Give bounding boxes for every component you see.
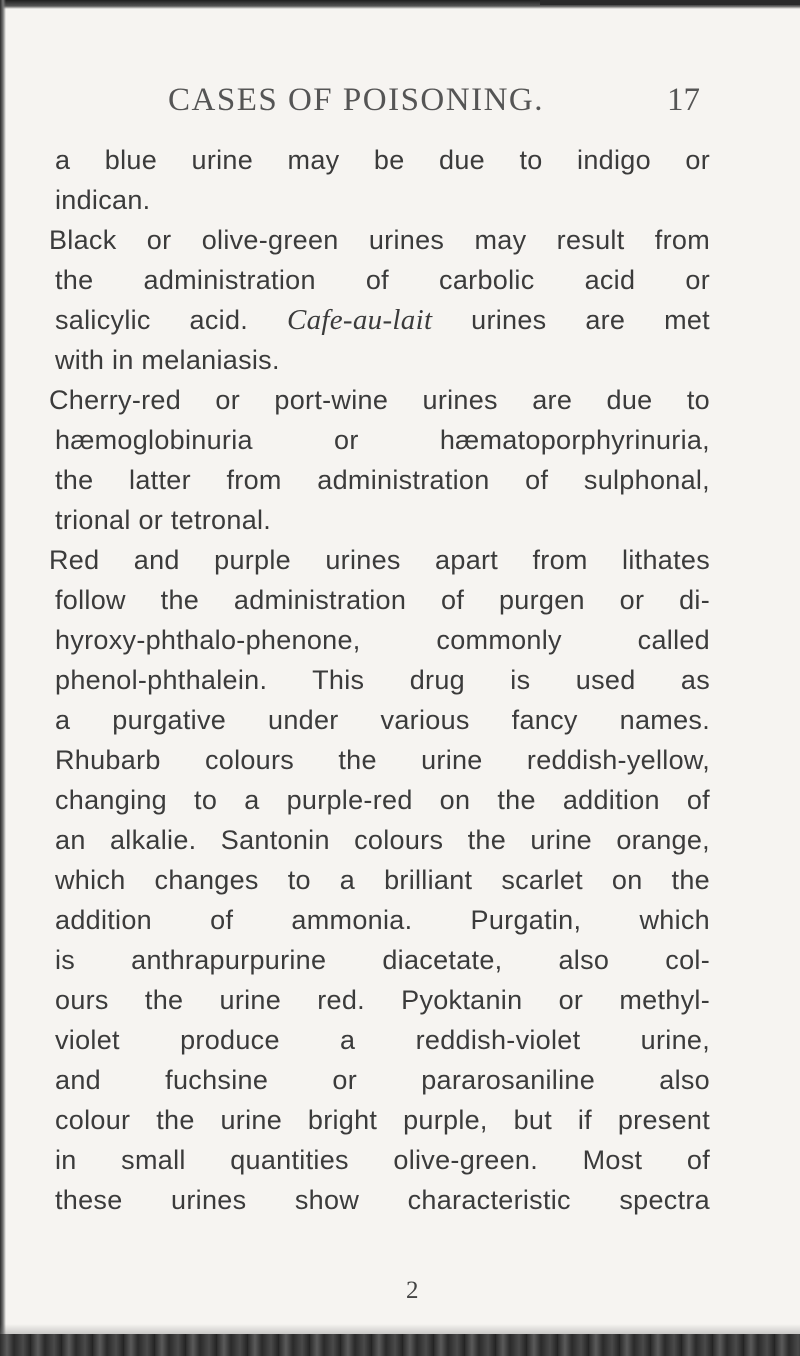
text-line: a purgative under various fancy names.	[55, 705, 710, 735]
italic-term: Cafe-au-lait	[286, 304, 433, 336]
text-line: Cherry-red or port-wine urines are due to	[49, 385, 710, 415]
text-fragment: urines are met	[471, 305, 710, 335]
text-line: addition of ammonia. Purgatin, which	[55, 905, 710, 935]
text-line: Red and purple urines apart from lithates	[49, 545, 710, 575]
text-line: indican.	[55, 185, 151, 215]
running-head	[168, 82, 728, 132]
text-line: Black or olive-green urines may result from	[49, 225, 710, 255]
scan-bottom-shadow	[0, 1324, 800, 1334]
text-line: hæmoglobinuria or hæmatoporphyrinuria,	[55, 425, 710, 455]
text-line: which changes to a brilliant scarlet on the	[55, 865, 710, 895]
text-line-with-italic	[55, 300, 710, 340]
text-line: an alkalie. Santonin colours the urine orange,	[55, 825, 710, 855]
text-line: follow the administration of purgen or di-	[55, 585, 710, 615]
signature-mark: 2	[406, 1277, 419, 1304]
running-title: CASES OF POISONING.	[168, 82, 544, 118]
text-line: is anthrapurpurine diacetate, also col-	[55, 945, 710, 975]
text-line: colour the urine bright purple, but if present	[55, 1105, 710, 1135]
scan-left-edge	[0, 0, 6, 1356]
text-line: and fuchsine or pararosaniline also	[55, 1065, 710, 1095]
text-line: violet produce a reddish-violet urine,	[55, 1025, 710, 1055]
text-fragment: salicylic acid.	[55, 305, 249, 335]
page-number: 17	[667, 82, 700, 118]
text-line: the administration of carbolic acid or	[55, 265, 710, 295]
text-line: Rhubarb colours the urine reddish-yellow,	[55, 745, 710, 775]
text-line: with in melaniasis.	[55, 345, 280, 375]
text-line: the latter from administration of sulphonal,	[55, 465, 710, 495]
text-line: trional or tetronal.	[55, 505, 272, 535]
text-line: a blue urine may be due to indigo or	[55, 145, 710, 175]
text-line: ours the urine red. Pyoktanin or methyl-	[55, 985, 710, 1015]
text-line: these urines show characteristic spectra	[55, 1185, 710, 1215]
text-line: hyroxy-phthalo-phenone, commonly called	[55, 625, 710, 655]
text-line: phenol-phthalein. This drug is used as	[55, 665, 710, 695]
scan-bottom-edge	[0, 1334, 800, 1356]
text-line: changing to a purple-red on the addition of	[55, 785, 710, 815]
scan-top-edge-dark	[540, 0, 800, 5]
text-line: in small quantities olive-green. Most of	[55, 1145, 710, 1175]
